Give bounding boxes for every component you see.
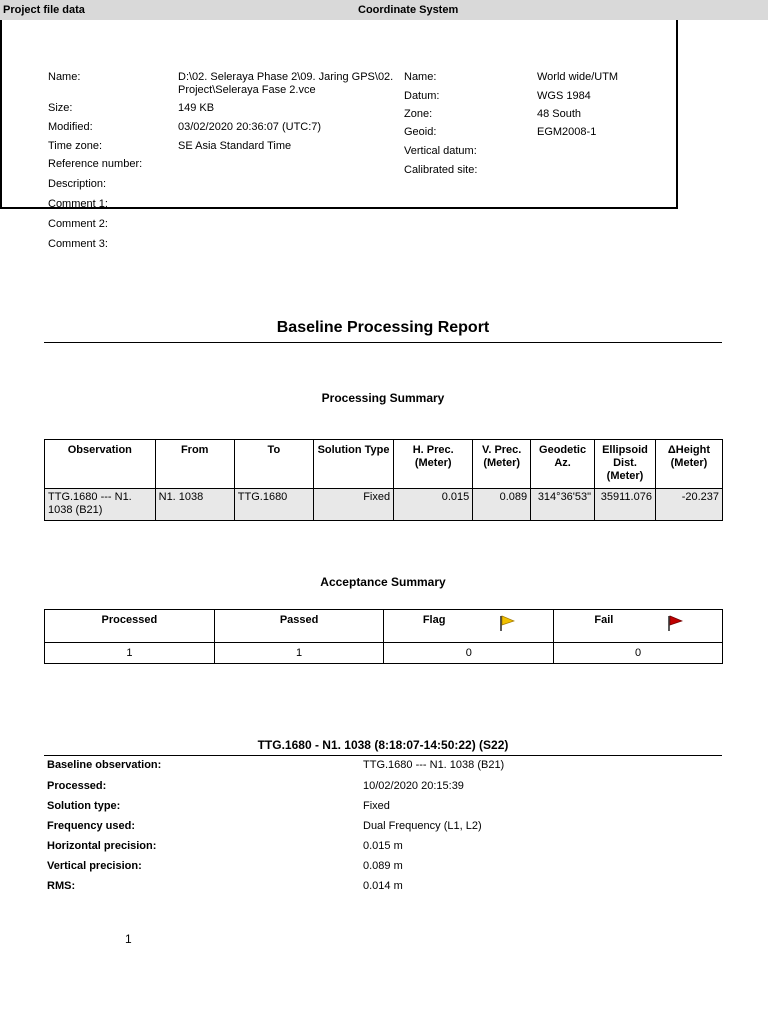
- rms-value: 0.014 m: [363, 880, 403, 892]
- processing-header-row: [45, 440, 723, 489]
- rms-label: RMS:: [47, 880, 76, 892]
- coord-zone-value: 48 South: [537, 108, 582, 120]
- project-timezone-value: SE Asia Standard Time: [178, 140, 292, 152]
- baseline-divider: [44, 755, 722, 756]
- coord-geoid-value: EGM2008-1: [537, 126, 597, 138]
- project-size-label: Size:: [48, 102, 73, 114]
- frequency-used-value: Dual Frequency (L1, L2): [363, 820, 482, 832]
- col-observation: Observation: [45, 440, 156, 489]
- vertical-precision-value: 0.089 m: [363, 860, 403, 872]
- project-comment2-label: Comment 2:: [48, 218, 108, 230]
- project-name-value-line1: D:\02. Seleraya Phase 2\09. Jaring GPS\02.: [178, 71, 394, 83]
- acceptance-summary-table: [44, 609, 723, 664]
- col-geodetic-az: Geodetic Az.: [531, 440, 595, 489]
- project-modified-label: Modified:: [48, 121, 93, 133]
- baseline-title: TTG.1680 - N1. 1038 (8:18:07-14:50:22) (S22): [257, 738, 509, 752]
- col-processed: Processed: [45, 610, 215, 643]
- project-timezone-label: Time zone:: [48, 140, 103, 152]
- col-fail: Fail: [554, 610, 654, 643]
- table-row: [45, 643, 723, 664]
- solution-type-value: Fixed: [363, 800, 390, 812]
- processed-value: 10/02/2020 20:15:39: [363, 780, 464, 792]
- table-row: [45, 489, 723, 521]
- project-modified-value: 03/02/2020 20:36:07 (UTC:7): [178, 121, 322, 133]
- project-file-data-heading: Project file data: [3, 4, 85, 16]
- project-size-value: 149 KB: [178, 102, 215, 114]
- horizontal-precision-value: 0.015 m: [363, 840, 403, 852]
- cell-flag: 0: [384, 643, 554, 664]
- fail-icon-cell: [654, 610, 723, 643]
- cell-geodetic-az: 314°36'53": [531, 489, 595, 521]
- report-title: Baseline Processing Report: [276, 319, 490, 336]
- yellow-flag-icon: [498, 614, 516, 632]
- baseline-observation-label: Baseline observation:: [47, 759, 162, 771]
- cell-passed: 1: [214, 643, 384, 664]
- cell-delta-height: -20.237: [655, 489, 722, 521]
- col-delta-height: ΔHeight (Meter): [655, 440, 722, 489]
- cell-from: N1. 1038: [155, 489, 234, 521]
- processed-label: Processed:: [47, 780, 107, 792]
- cell-fail: 0: [554, 643, 723, 664]
- project-description-label: Description:: [48, 178, 107, 190]
- cell-ellipsoid-dist: 35911.076: [595, 489, 656, 521]
- processing-summary-title: Processing Summary: [321, 391, 445, 405]
- horizontal-precision-label: Horizontal precision:: [47, 840, 157, 852]
- acceptance-summary-title: Acceptance Summary: [320, 575, 446, 589]
- page-number: 1: [125, 932, 132, 946]
- coord-vertical-datum-label: Vertical datum:: [404, 145, 477, 157]
- project-name-value-line2: Project\Seleraya Fase 2.vce: [178, 84, 316, 96]
- project-comment1-label: Comment 1:: [48, 198, 108, 210]
- coord-calibrated-site-label: Calibrated site:: [404, 164, 478, 176]
- coord-datum-value: WGS 1984: [537, 90, 591, 102]
- title-divider: [44, 342, 722, 343]
- col-ellipsoid-dist: Ellipsoid Dist. (Meter): [595, 440, 656, 489]
- cell-to: TTG.1680: [234, 489, 313, 521]
- solution-type-label: Solution type:: [47, 800, 121, 812]
- cell-v-prec: 0.089: [473, 489, 531, 521]
- col-from: From: [155, 440, 234, 489]
- coord-name-value: World wide/UTM: [537, 71, 619, 83]
- coord-zone-label: Zone:: [404, 108, 433, 120]
- col-v-prec: V. Prec. (Meter): [473, 440, 531, 489]
- cell-observation: TTG.1680 --- N1. 1038 (B21): [45, 489, 156, 521]
- coord-datum-label: Datum:: [404, 90, 440, 102]
- project-reference-number-label: Reference number:: [48, 158, 143, 170]
- baseline-observation-value: TTG.1680 --- N1. 1038 (B21): [363, 759, 505, 771]
- acceptance-header-row: [45, 610, 723, 643]
- cell-processed: 1: [45, 643, 215, 664]
- coordinate-system-heading: Coordinate System: [358, 4, 459, 16]
- col-passed: Passed: [214, 610, 384, 643]
- frequency-used-label: Frequency used:: [47, 820, 136, 832]
- red-flag-icon: [666, 614, 684, 632]
- coord-geoid-label: Geoid:: [404, 126, 437, 138]
- col-solution-type: Solution Type: [313, 440, 393, 489]
- project-comment3-label: Comment 3:: [48, 238, 108, 250]
- processing-summary-table: [44, 439, 723, 521]
- col-flag: Flag: [384, 610, 484, 643]
- vertical-precision-label: Vertical precision:: [47, 860, 142, 872]
- project-name-label: Name:: [48, 71, 81, 83]
- flag-icon-cell: [484, 610, 554, 643]
- col-to: To: [234, 440, 313, 489]
- cell-solution-type: Fixed: [313, 489, 393, 521]
- coord-name-label: Name:: [404, 71, 437, 83]
- cell-h-prec: 0.015: [394, 489, 473, 521]
- col-h-prec: H. Prec. (Meter): [394, 440, 473, 489]
- project-box-header: [0, 0, 768, 20]
